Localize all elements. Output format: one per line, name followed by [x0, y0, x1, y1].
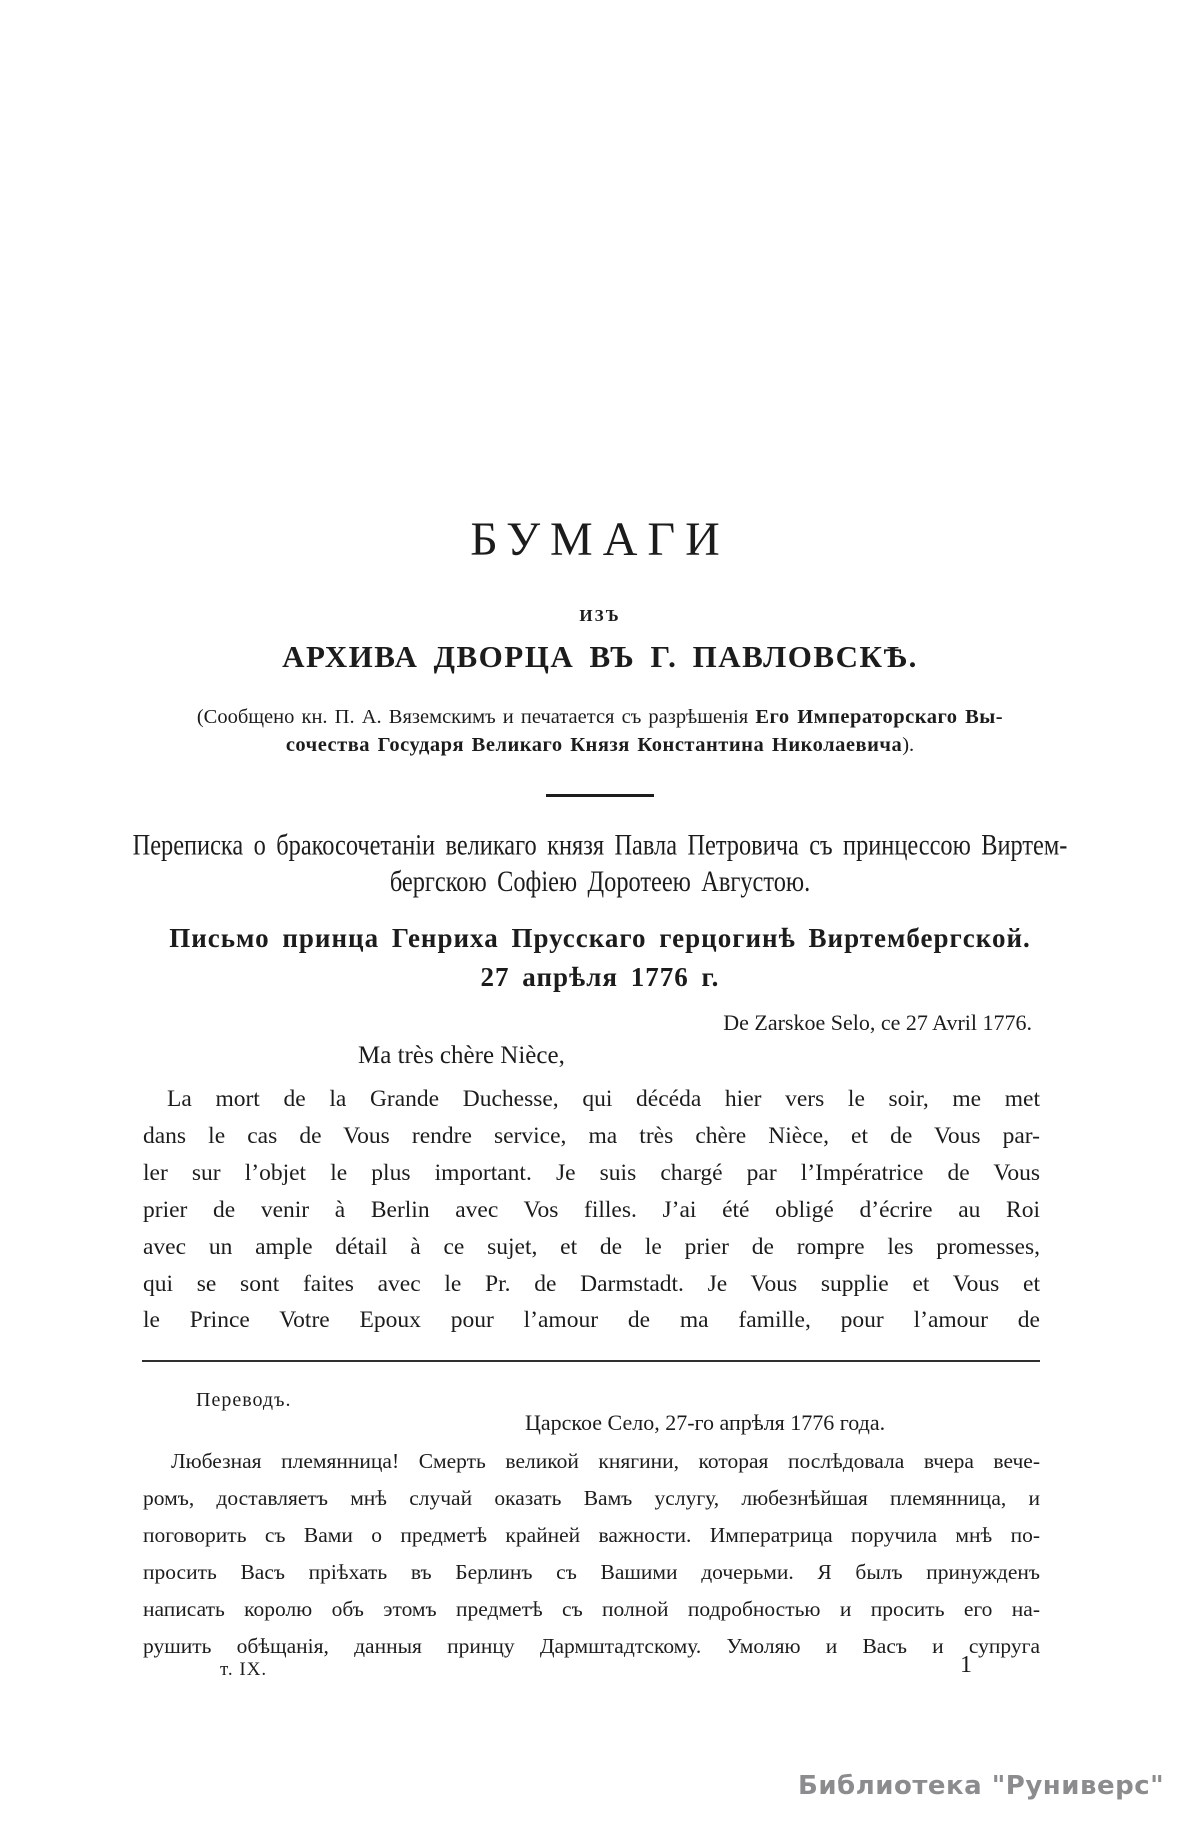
credit-line-2-suffix: ). [902, 733, 915, 756]
translation-body-line: рушить обѣщанія, данныя принцу Дармштадтскому. Умоляю и Васъ и супруга [143, 1634, 1040, 1658]
footnote-rule [142, 1360, 1040, 1362]
translation-body-line: ромъ, доставляетъ мнѣ случай оказать Вамъ услугу, любезнѣйшая племянница, и [143, 1486, 1040, 1510]
section-heading [78, 827, 1122, 901]
credit-line-2-bold: сочества Государя Великаго Князя Константина Николаевича [285, 733, 903, 756]
translation-body-line: написать королю объ этомъ предметѣ съ полной подробностью и просить его на- [143, 1597, 1040, 1621]
page-title: БУМАГИ [470, 513, 730, 566]
translation-body-line: просить Васъ пріѣхать въ Берлинъ съ Вашими дочерьми. Я былъ принужденъ [143, 1560, 1040, 1584]
letter-body-line: qui se sont faites avec le Pr. de Darmstadt. Je Vous supplie et Vous et [143, 1270, 1040, 1297]
translation-body-line: поговорить съ Вами о предметѣ крайней важности. Императрица поручила мнѣ по- [143, 1523, 1040, 1547]
letter-salutation: Ma très chère Nièce, [358, 1042, 565, 1069]
translation-label: Переводъ. [196, 1389, 292, 1411]
credit-line-1-bold: Его Императорскаго Вы- [755, 706, 1004, 728]
section-heading-line-2: бергскою Софіею Доротеею Августою. [389, 865, 811, 899]
section-heading-line-1: Переписка о бракосочетаніи великаго князя Павла Петровича съ принцессою Виртем- [132, 829, 1068, 862]
page-number: 1 [960, 1652, 972, 1678]
letter-heading [0, 919, 1200, 997]
letter-body-line: dans le cas de Vous rendre service, ma très chère Nièce, et de Vous par- [143, 1122, 1040, 1149]
translation-body [143, 1443, 1040, 1665]
letter-body-line: le Prince Votre Epoux pour l’amour de ma famille, pour l’amour de [143, 1307, 1040, 1334]
page-subtitle-small: ИЗЪ [579, 606, 621, 625]
letter-body [143, 1081, 1040, 1339]
letter-heading-line-2: 27 апрѣля 1776 г. [480, 962, 720, 992]
letter-body-line: ler sur l’objet le plus important. Je suis chargé par l’Impératrice de Vous [143, 1159, 1040, 1186]
letter-dateline: De Zarskoe Selo, ce 27 Avril 1776. [723, 1010, 1032, 1035]
volume-label: т. IX. [220, 1659, 268, 1680]
translation-dateline: Царское Село, 27-го апрѣля 1776 года. [525, 1410, 886, 1435]
letter-heading-line-1: Письмо принца Генриха Прусскаго герцогинѣ Виртембергской. [169, 923, 1031, 953]
letter-body-line: avec un ample détail à ce sujet, et de le prier de rompre les promesses, [143, 1233, 1040, 1260]
letter-body-line: La mort de la Grande Duchesse, qui décéda hier vers le soir, me met [167, 1086, 1040, 1112]
translation-body-line: Любезная племянница! Смерть великой княгини, которая послѣдовала вчера вече- [171, 1449, 1040, 1473]
letter-body-line: prier de venir à Berlin avec Vos filles. J’ai été obligé d’écrire au Roi [143, 1196, 1040, 1223]
credit-line-1-regular: (Сообщено кн. П. А. Вяземскимъ и печатается съ разрѣшенія [196, 706, 756, 728]
page-subtitle: АРХИВА ДВОРЦА ВЪ Г. ПАВЛОВСКѢ. [282, 639, 918, 674]
credit-note [150, 704, 1050, 759]
library-watermark: Библиотека "Руниверс" [798, 1771, 1165, 1801]
credit-line-1 [150, 704, 1050, 732]
credit-line-2 [150, 732, 1050, 760]
section-divider-rule [546, 794, 654, 797]
